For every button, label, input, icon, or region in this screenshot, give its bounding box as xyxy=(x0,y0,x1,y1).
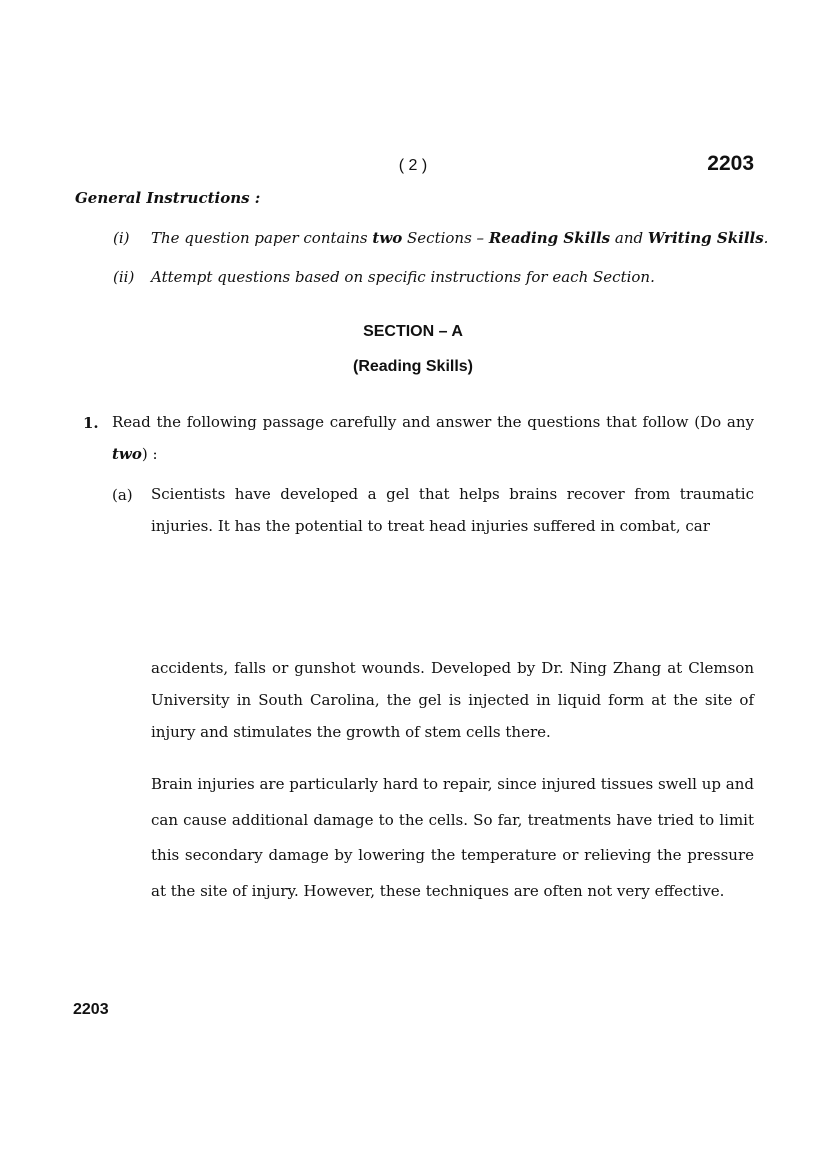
paper-code-header: 2203 xyxy=(707,152,754,175)
question-text: Read the following passage carefully and answer the questions that follow (Do any two) : xyxy=(112,413,754,463)
passage-paragraph: Scientists have developed a gel that helps brains recover from traumatic injuries. It has the potential to treat head injuries suffered in combat, car xyxy=(151,485,754,535)
section-subtitle: (Reading Skills) xyxy=(352,358,474,375)
instruction-text: The question paper contains two Sections – Reading Skills and Writing Skills. xyxy=(151,229,769,247)
instruction-number: (ii) xyxy=(113,268,135,286)
question-number: 1. xyxy=(83,414,99,432)
instruction-text: Attempt questions based on specific instructions for each Section. xyxy=(151,268,655,286)
passage-paragraph: Brain injuries are particularly hard to repair, since injured tissues swell up and can cause additional damage to the cells. So far, treatments have tried to limit this secondary damage by lowering the temperature or relieving the pressure at the site of injury. However, these techniques are often not very effective. xyxy=(151,775,754,900)
section-title: SECTION – A xyxy=(363,323,463,340)
passage-paragraph: accidents, falls or gunshot wounds. Developed by Dr. Ning Zhang at Clemson University in South Carolina, the gel is injected in liquid form at the site of injury and stimulates the growth of stem cells there. xyxy=(151,659,754,741)
instruction-number: (i) xyxy=(113,229,130,247)
passage-label: (a) xyxy=(112,486,133,504)
paper-code-footer: 2203 xyxy=(73,1001,109,1018)
page-number: ( 2 ) xyxy=(398,157,428,174)
general-instructions-title: General Instructions : xyxy=(75,189,261,207)
